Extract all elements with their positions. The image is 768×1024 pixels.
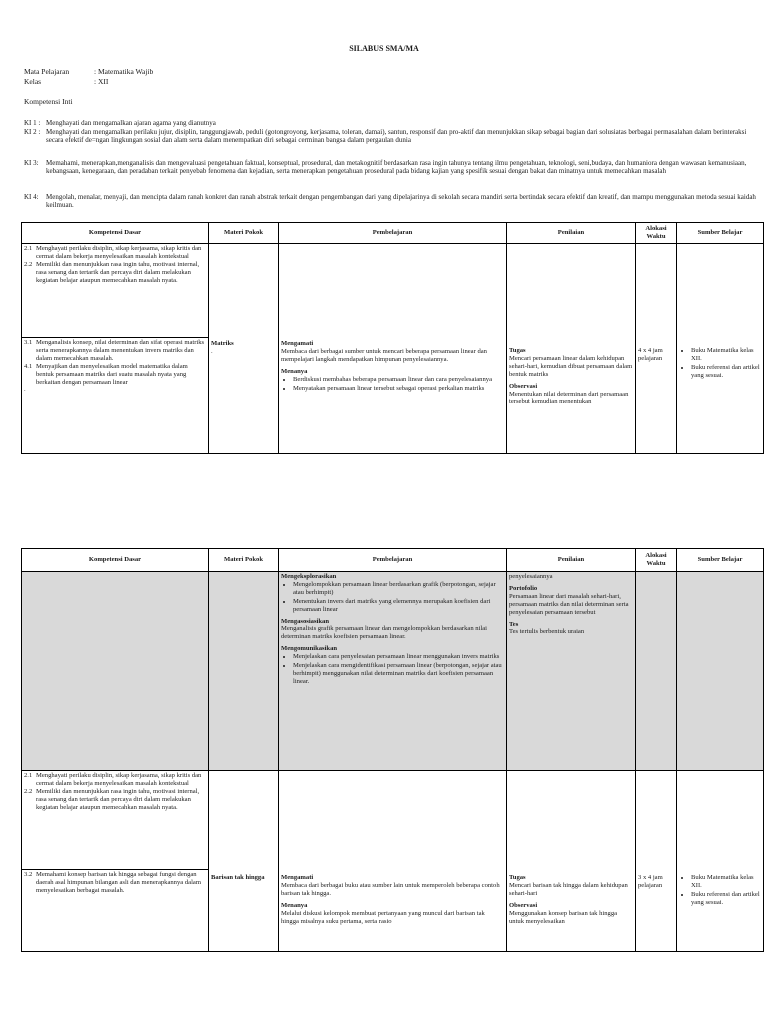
sumber-item: • Buku Matematika kelas XII. [691, 347, 761, 363]
sumber-list [679, 874, 761, 907]
kd-text: Menghayati perilaku disiplin, sikap kerjasama, sikap kritis dan cermat dalam bekerja menyelesaikan masalah kontekstual [36, 772, 202, 787]
penilaian-cell [507, 572, 636, 771]
ki-3 [24, 159, 764, 191]
header-alokasi-waktu: Alokasi Waktu [636, 223, 677, 244]
kd-number: 3.2 [24, 871, 33, 878]
kd-number: 4.1 [24, 362, 33, 370]
pemb-list [281, 581, 504, 614]
header-penilaian: Penilaian [507, 223, 636, 244]
class-value: : XII [94, 77, 109, 86]
kd-cell-empty [22, 572, 209, 771]
penilaian-cell [507, 244, 636, 454]
pen-text: Menggunakan konsep barisan tak hingga untuk menyelesaikan [509, 909, 618, 925]
kd-item [24, 363, 206, 387]
sumber-cell [677, 244, 764, 454]
materi-cell [209, 771, 279, 952]
pemb-text: Menganalisis grafik persamaan linear dan mengelompokkan berdasarkan nilai determinan matriks koefisien persamaan linear. [281, 625, 487, 641]
pemb-text: Membaca dari berbagai sumber untuk mencari beberapa persamaan linear dan mempelajari langkah mendapatkan himpunan penyelesaiannya. [281, 347, 487, 363]
kd-item [24, 261, 206, 285]
ki-1-text: Menghayati dan mengamalkan ajaran agama yang dianutnya [46, 119, 216, 127]
kd-number: 3.1 [24, 339, 33, 346]
header-pembelajaran: Pembelajaran [279, 223, 507, 244]
kd-text: Memiliki dan menunjukkan rasa ingin tahu, motivasi internal, rasa senang dan tertarik dan percaya diri dalam melakukan kegiatan belajar ataupun memecahkan masalah nyata. [36, 260, 200, 284]
kd-number: 2.1 [24, 245, 33, 252]
ki-2-label: KI 2 : [24, 128, 41, 136]
header-kompetensi-dasar: Kompetensi Dasar [22, 223, 209, 244]
pemb-list-item: • Berdiskusi membahas beberapa persamaan linear dan cara penyelesaiannya [293, 376, 504, 384]
kd-item [24, 339, 206, 363]
pembelajaran-cell [279, 771, 507, 952]
pen-heading-observasi: Observasi [509, 382, 538, 390]
kd-number: 2.2 [24, 260, 33, 268]
pemb-text: Melalui diskusi kelompok membuat pertanyaan yang muncul dari barisan tak hingga misalnya suku pertama, serta rasio [281, 909, 485, 925]
materi-text: Matriks [211, 340, 234, 347]
kd-item [24, 871, 206, 895]
pemb-list-item: • Menentukan invers dari matriks yang elemennya merupakan koefisien dari persamaan linear [293, 598, 504, 614]
penilaian-cell [507, 771, 636, 952]
kd-cell [22, 771, 209, 870]
ki-3-label: KI 3: [24, 159, 39, 167]
ki-1-label: KI 1 : [24, 119, 41, 127]
ki-4 [24, 193, 764, 217]
pen-heading-observasi: Observasi [509, 901, 538, 909]
pen-heading-tugas: Tugas [509, 874, 526, 881]
ki-4-text: Mengolah, menalar, menyaji, dan mencipta dalam ranah konkret dan ranah abstrak terkait dengan pengembangan dari yang dipelajarinya di sekolah secara mandiri serta bertindak secara efektif dan kreatif, dan mampu menggunakan metoda sesuai kaidah keilmuan. [46, 193, 756, 210]
pen-text: Menentukan nilai determinan dari persamaan tersebut kemudian menentukan [509, 390, 629, 406]
ki-heading: Kompetensi Inti [24, 97, 73, 106]
pemb-list-item: • Menyatakan persamaan linear tersebut sebagai operasi perkalian matriks [293, 385, 504, 393]
alokasi-text: 3 x 4 jam pelajaran [638, 874, 663, 889]
pen-text: penyelesaiannya [509, 573, 553, 580]
pemb-heading-mengasosiasikan: Mengasosiasikan [281, 617, 329, 625]
header-sumber-belajar: Sumber Belajar [677, 549, 764, 572]
alokasi-cell [636, 244, 677, 454]
materi-cell [209, 244, 279, 454]
pemb-list-item: • Mengelompokkan persamaan linear berdasarkan grafik (berpotongan, sejajar atau berhimpit) [293, 581, 504, 597]
header-pembelajaran: Pembelajaran [279, 549, 507, 572]
sumber-cell [677, 771, 764, 952]
pen-text: Mencari barisan tak hingga dalam kehidupan sehari-hari [509, 881, 628, 897]
pemb-heading-menanya: Menanya [281, 367, 308, 375]
kd-text: Menyajikan dan menyelesaikan model matematika dalam bentuk persamaan matriks dari suatu masalah nyata yang berkaitan dengan persamaan linear [36, 362, 188, 386]
pemb-heading-mengeksplorasikan: Mengeksplorasikan [281, 573, 337, 580]
subject-label: Mata Pelajaran [24, 67, 70, 76]
pen-heading-portofolio: Portofolio [509, 584, 538, 592]
pemb-heading-mengamati: Mengamati [281, 874, 314, 881]
pen-heading-tugas: Tugas [509, 347, 526, 354]
pemb-list-item: • Menjelaskan cara penyelesaian persamaan linear menggunakan invers matriks [293, 653, 504, 661]
materi-text: Barisan tak hingga [211, 874, 265, 881]
kd-cell [22, 338, 209, 454]
document-title: SILABUS SMA/MA [349, 44, 419, 53]
class-label: Kelas [24, 77, 42, 86]
kd-item [24, 772, 206, 788]
ki-2-text: Menghayati dan mengamalkan perilaku jujur, disiplin, tanggungjawab, peduli (gotongroyong, kerjasama, toleran, damai), santun, responsif dan pro-aktif dan menunjukkan sikap sebagai bagian dari solusiatas berbagai permasalahan dalam berinteraksi secara efektif de=ngan lingkungan sosial dan alam serta dalam menempatkan diri sebagai cerminan bangsa dalam pergaulan dunia [46, 128, 747, 145]
pembelajaran-cell [279, 572, 507, 771]
sumber-item: • Buku Matematika kelas XII. [691, 874, 761, 890]
sumber-list [679, 347, 761, 380]
pembelajaran-cell [279, 244, 507, 454]
pemb-list-item: • Menjelaskan cara mengidentifikasi persamaan linear (berpotongan, sejajar atau berhimpit) menggunakan nilai determinan matriks dari koefisien persamaan linear. [293, 662, 504, 686]
kd-text: Menghayati perilaku disiplin, sikap kerjasama, sikap kritis dan cermat dalam bekerja menyelesaikan masalah kontekstual [36, 245, 202, 260]
subject-value: : Matematika Wajib [94, 67, 154, 76]
alokasi-text: 4 x 4 jam pelajaran [638, 347, 663, 362]
kd-text: Menganalisis konsep, nilai determinan dan sifat operasi matriks serta menerapkannya dalam menentukan invers matriks dan dalam memecahkan masalah. [36, 339, 205, 362]
ki-2 [24, 128, 764, 158]
materi-cell-empty [209, 572, 279, 771]
pemb-heading-mengamati: Mengamati [281, 340, 314, 347]
pen-text: Tes tertulis berbentuk uraian [509, 628, 585, 636]
pen-heading-tes: Tes [509, 620, 519, 628]
kd-text: Memahami konsep barisan tak hingga sebagai fungsi dengan daerah asal himpunan bilangan asli dan menerapkannya dalam menyelesaikan berbagai masalah. [36, 871, 201, 894]
pemb-list [281, 653, 504, 686]
pemb-heading-menanya: Menanya [281, 901, 308, 909]
materi-dot: . [211, 347, 213, 355]
kd-item [24, 788, 206, 812]
header-sumber-belajar: Sumber Belajar [677, 223, 764, 244]
kd-cell [22, 244, 209, 338]
header-materi-pokok: Materi Pokok [209, 223, 279, 244]
alokasi-cell [636, 771, 677, 952]
sumber-cell-empty [677, 572, 764, 771]
header-kompetensi-dasar: Kompetensi Dasar [22, 549, 209, 572]
sumber-item: • Buku referensi dan artikel yang sesuai. [691, 891, 761, 907]
kd-number: 2.1 [24, 772, 33, 779]
kd-number: 2.2 [24, 787, 33, 795]
header-materi-pokok: Materi Pokok [209, 549, 279, 572]
pemb-text: Membaca dari berbagai buku atau sumber lain untuk memperoleh beberapa contoh barisan tak hingga. [281, 881, 500, 897]
kd-item [24, 245, 206, 261]
ki-4-label: KI 4: [24, 193, 39, 201]
sumber-item: • Buku referensi dan artikel yang sesuai. [691, 364, 761, 380]
syllabus-table-1 [21, 222, 764, 454]
pemb-heading-mengomunikasikan: Mengomunikasikan [281, 645, 338, 653]
header-penilaian: Penilaian [507, 549, 636, 572]
header-alokasi-waktu: Alokasi Waktu [636, 549, 677, 572]
kd-text: Memiliki dan menunjukkan rasa ingin tahu, motivasi internal, rasa senang dan tertarik dan percaya diri dalam melakukan kegiatan belajar ataupun memecahkan masalah nyata. [36, 787, 200, 811]
kd-cell [22, 870, 209, 952]
ki-3-text: Memahami, menerapkan,menganalisis dan mengevaluasi pengetahuan faktual, konseptual, prosedural, dan metakognitif berdasarkan rasa ingin tahunya tentang ilmu pengetahuan, teknologi, seni,budaya, dan humaniora dengan wawasan kemanusiaan, kebangsaan, kenegaraan, dan peradaban terkait penyebab fenomena dan kejadian, serta menerapkan pengetahuan prosedural pada bidang kajian yang spesifik sesuai dengan bakat dan minatnya untuk memecahkan masalah [46, 159, 747, 176]
pemb-list [281, 376, 504, 393]
syllabus-table-2 [21, 548, 764, 952]
pen-text: Persamaan linear dari masalah sehari-hari, persamaan matriks dan nilai determinan serta penyelesaian persamaan tersebut [509, 592, 629, 616]
kd-trailing: . [24, 386, 26, 394]
alokasi-cell-empty [636, 572, 677, 771]
pen-text: Mencari persamaan linear dalam kehidupan sehari-hari, kemudian dibuat persamaan dalam bentuk matriks [509, 354, 633, 378]
